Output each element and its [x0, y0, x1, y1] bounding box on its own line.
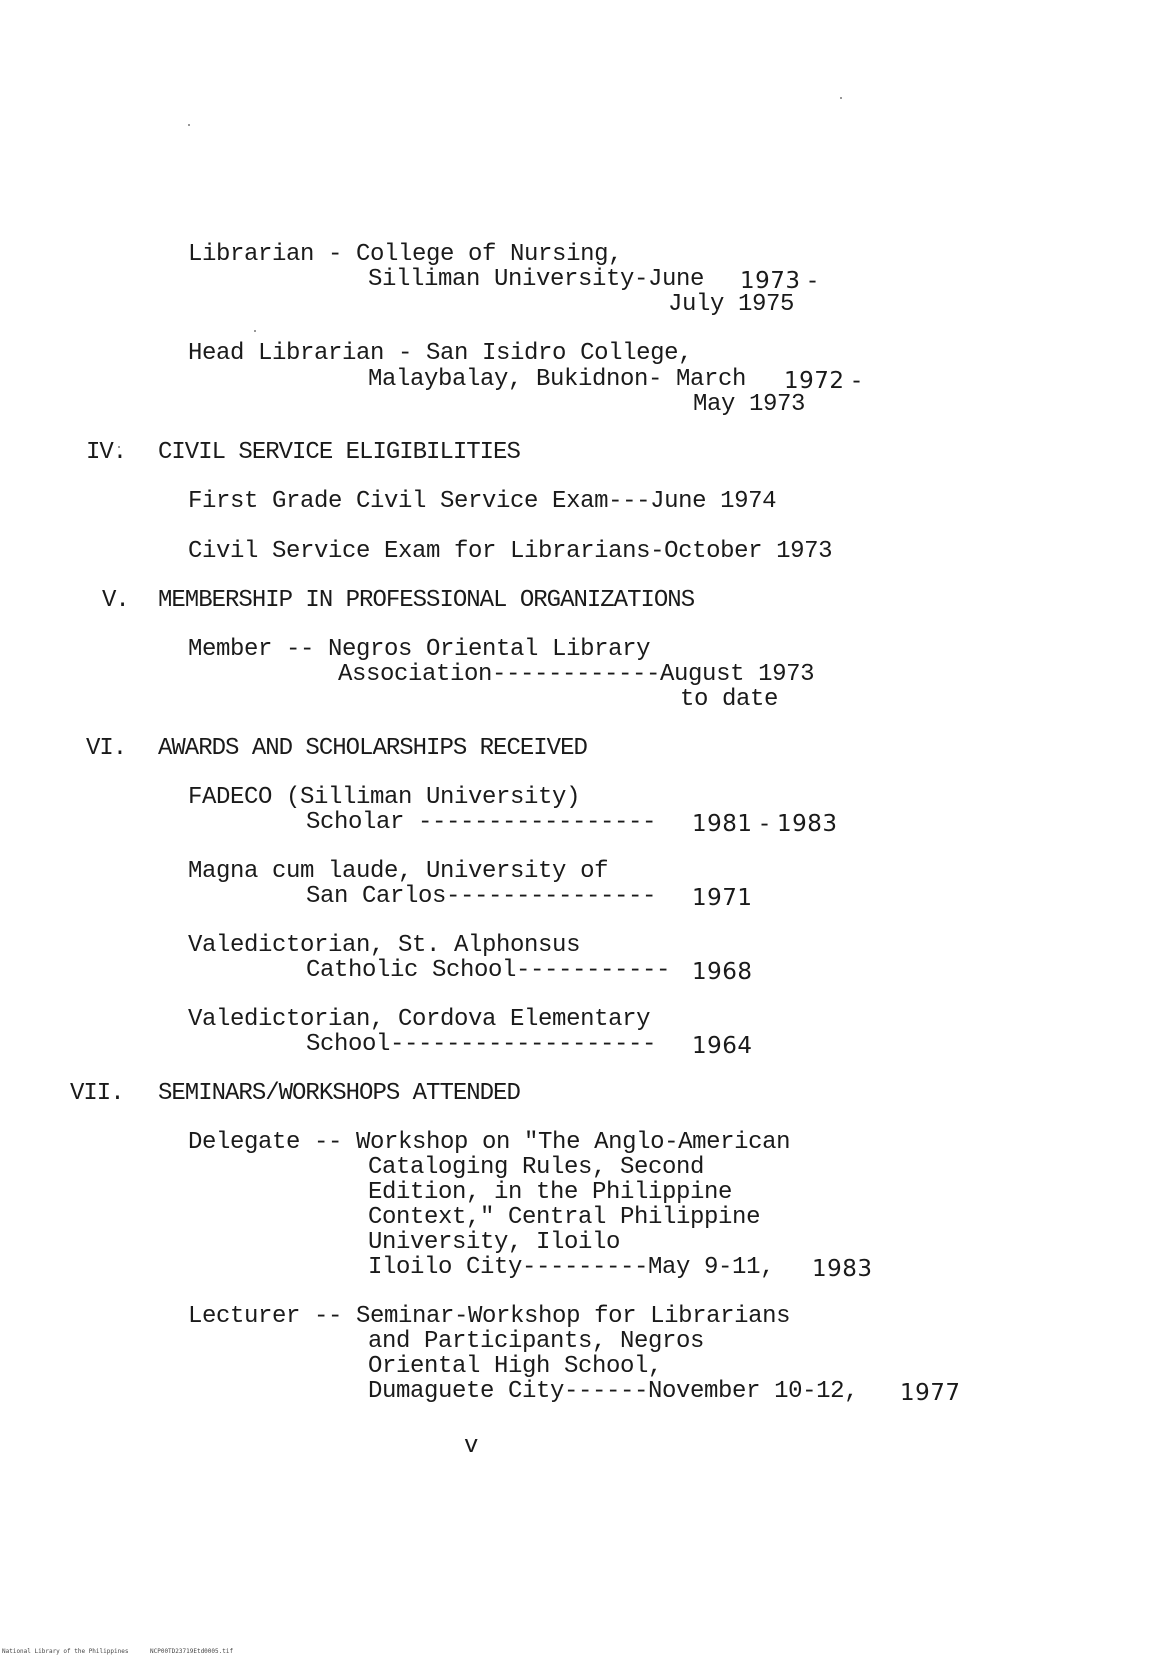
- seminar-2-line-3: Oriental High School,: [368, 1353, 663, 1380]
- experience-2-line-2: Malaybalay, Bukidnon- March: [368, 366, 747, 393]
- section-v-title: MEMBERSHIP IN PROFESSIONAL ORGANIZATIONS: [158, 587, 695, 614]
- award-1-line-1: FADECO (Silliman University): [188, 784, 581, 811]
- footer-file-id: NCP00TD23719Etd0005.tif: [150, 1648, 234, 1655]
- seminar-2-year: 1977: [900, 1380, 961, 1406]
- seminar-1-year: 1983: [812, 1256, 873, 1282]
- section-iv-numeral: IV.: [86, 439, 127, 466]
- page-number: v: [464, 1433, 479, 1460]
- seminar-2-line-1: Lecturer -- Seminar-Workshop for Librarians: [188, 1303, 791, 1330]
- experience-1-line-1: Librarian - College of Nursing,: [188, 241, 623, 268]
- seminar-2-line-4: Dumaguete City------November 10-12,: [368, 1378, 859, 1405]
- award-2-line-1: Magna cum laude, University of: [188, 858, 609, 885]
- experience-1-year: 1973 -: [740, 268, 818, 294]
- award-3-year: 1968: [692, 959, 753, 985]
- seminar-2-line-2: and Participants, Negros: [368, 1328, 705, 1355]
- award-2-line-2: San Carlos---------------: [306, 883, 657, 910]
- section-iv-item-1: First Grade Civil Service Exam---June 1974: [188, 488, 777, 515]
- experience-2-line-3: May 1973: [693, 391, 806, 418]
- section-iv-title: CIVIL SERVICE ELIGIBILITIES: [158, 439, 520, 466]
- award-3-line-2: Catholic School-----------: [306, 957, 671, 984]
- section-vi-numeral: VI.: [86, 735, 127, 762]
- experience-1-line-2: Silliman University-June: [368, 266, 705, 293]
- award-3-line-1: Valedictorian, St. Alphonsus: [188, 932, 581, 959]
- scan-speck: [254, 330, 256, 332]
- section-iv-item-2: Civil Service Exam for Librarians-October 1973: [188, 538, 833, 565]
- seminar-1-line-6: Iloilo City---------May 9-11,: [368, 1254, 775, 1281]
- seminar-1-line-3: Edition, in the Philippine: [368, 1179, 733, 1206]
- award-4-line-1: Valedictorian, Cordova Elementary: [188, 1006, 651, 1033]
- experience-2-year: 1972 -: [784, 368, 862, 394]
- award-4-line-2: School-------------------: [306, 1031, 657, 1058]
- scan-speck: [840, 97, 842, 99]
- section-v-line-1: Member -- Negros Oriental Library: [188, 636, 651, 663]
- section-v-numeral: V.: [102, 587, 129, 614]
- footer-library-stamp: National Library of the Philippines: [2, 1648, 129, 1655]
- seminar-1-line-5: University, Iloilo: [368, 1229, 621, 1256]
- experience-1-line-3: July 1975: [668, 291, 795, 318]
- section-vii-title: SEMINARS/WORKSHOPS ATTENDED: [158, 1080, 520, 1107]
- section-v-line-3: to date: [680, 686, 779, 713]
- section-v-line-2: Association------------August 1973: [338, 661, 815, 688]
- award-4-year: 1964: [692, 1033, 753, 1059]
- award-1-line-2: Scholar -----------------: [306, 809, 657, 836]
- section-vii-numeral: VII.: [70, 1080, 124, 1107]
- award-2-year: 1971: [692, 885, 753, 911]
- scan-speck: [188, 124, 190, 126]
- experience-2-line-1: Head Librarian - San Isidro College,: [188, 340, 693, 367]
- seminar-1-line-4: Context," Central Philippine: [368, 1204, 761, 1231]
- seminar-1-line-2: Cataloging Rules, Second: [368, 1154, 705, 1181]
- award-1-year: 1981 - 1983: [692, 811, 838, 837]
- section-vi-title: AWARDS AND SCHOLARSHIPS RECEIVED: [158, 735, 587, 762]
- seminar-1-line-1: Delegate -- Workshop on "The Anglo-American: [188, 1129, 791, 1156]
